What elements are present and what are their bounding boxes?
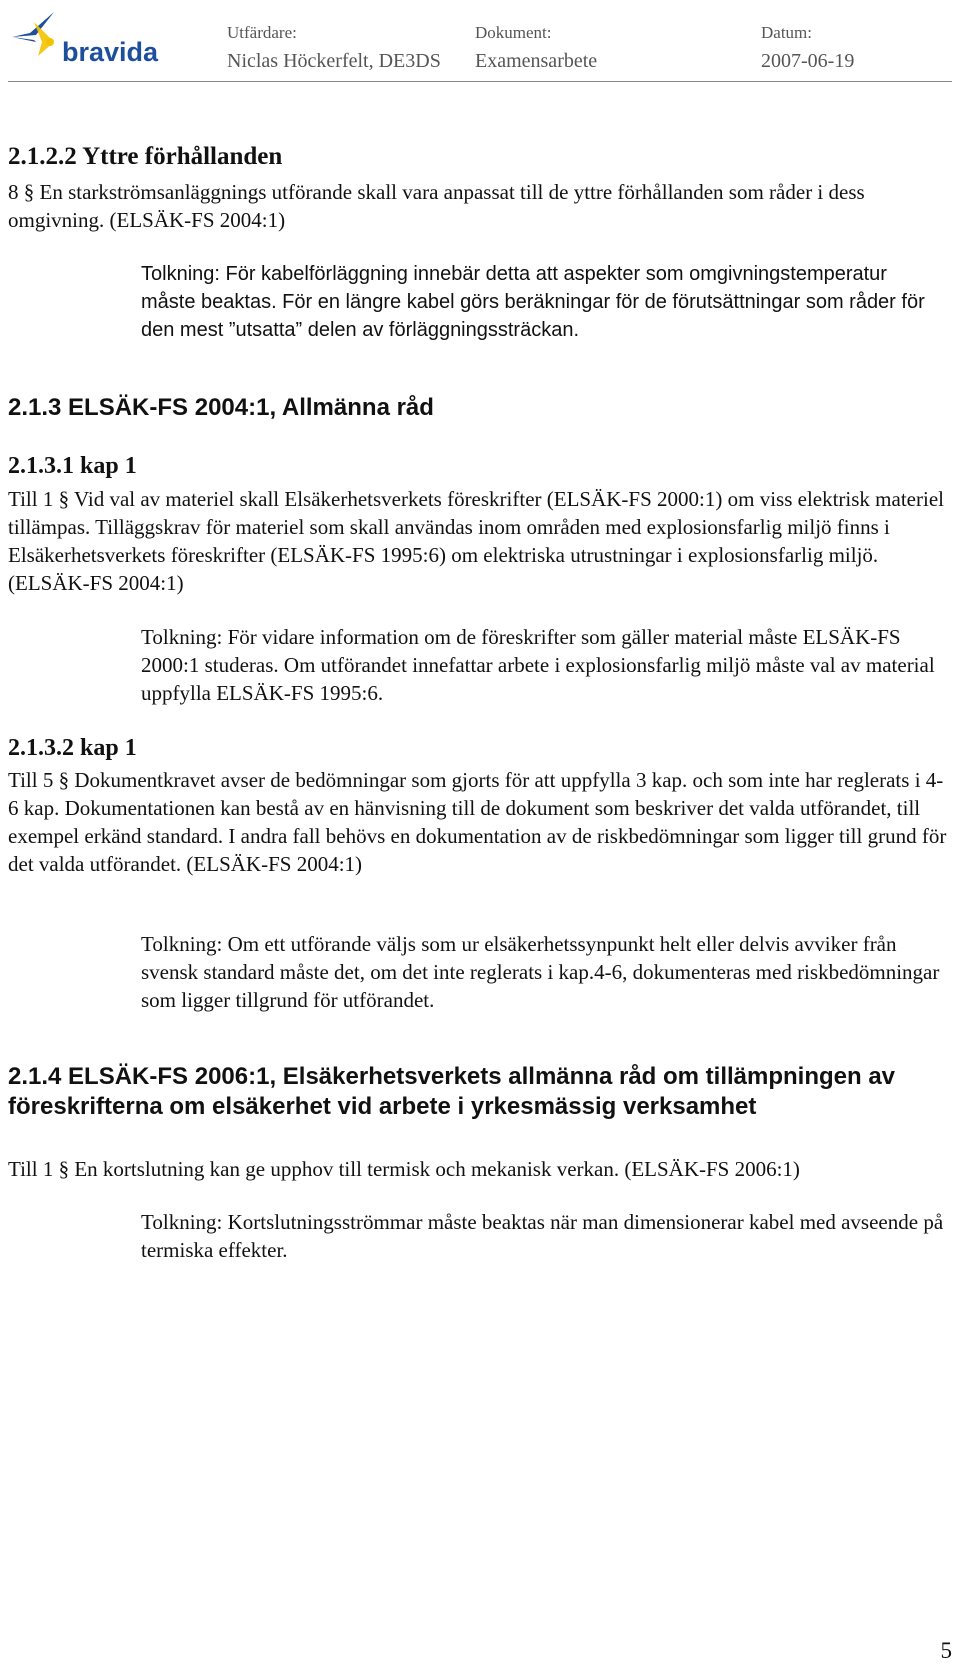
paragraph-2-1-3-1: Till 1 § Vid val av materiel skall Elsäkerhetsverkets föreskrifter (ELSÄK-FS 2000:1) om viss elektrisk materiel tillämpas. Tilläggskrav för materiel som skall användas inom områden med explosionsfarlig miljö finns i Elsäkerhetsverkets föreskrifter (ELSÄK-FS 1995:6) om elektriska utrustningar i explosionsfarlig miljö. (ELSÄK-FS 2004:1): [8, 487, 944, 595]
section-heading-2-1-3-1: 2.1.3.1 kap 1: [8, 453, 137, 479]
svg-text:bravida: bravida: [62, 37, 159, 66]
issuer-field: [227, 22, 441, 74]
date-value: 2007-06-19: [761, 50, 855, 72]
section-heading-2-1-3-2: 2.1.3.2 kap 1: [8, 735, 137, 761]
issuer-label: Utfärdare:: [227, 23, 297, 42]
paragraph-2-1-3-2: Till 5 § Dokumentkravet avser de bedömningar som gjorts för att uppfylla 3 kap. och som inte har reglerats i 4-6 kap. Dokumentationen kan bestå av en hänvisning till de dokument som beskriver det valda utförandet, till exempel erkänd standard. I andra fall behövs en dokumentation av de riskbedömningar som ligger till grund för det valda utförandet. (ELSÄK-FS 2004:1): [8, 768, 947, 876]
section-heading-2-1-2-2: 2.1.2.2 Yttre förhållanden: [8, 143, 283, 170]
interpretation-2-1-4: Tolkning: Kortslutningsströmmar måste beaktas när man dimensionerar kabel med avseende på termiska effekter.: [141, 1210, 944, 1262]
document-value: Examensarbete: [475, 50, 598, 72]
section-heading-2-1-4: 2.1.4 ELSÄK-FS 2006:1, Elsäkerhetsverkets allmänna råd om tillämpningen av föreskrifterna om elsäkerhet vid arbete i yrkesmässig verksamhet: [8, 1063, 896, 1120]
page-number: 5: [940, 1638, 952, 1663]
interpretation-2-1-2-2: Tolkning: För kabelförläggning innebär detta att aspekter som omgivningstemperatur måste beaktas. För en längre kabel görs beräkningar för de förutsättningar som råder för den mest ”utsatta” delen av förläggningssträckan.: [141, 263, 925, 341]
date-field: [761, 22, 854, 74]
date-label: Datum:: [761, 23, 812, 42]
interpretation-2-1-3-2: Tolkning: Om ett utförande väljs som ur elsäkerhetssynpunkt helt eller delvis avviker från svensk standard måste det, om det inte reglerats i kap.4-6, dokumenteras med riskbedömningar som ligger tillgrund för utförandet.: [141, 932, 940, 1012]
document-field: [475, 22, 597, 74]
bravida-logo: [10, 4, 160, 66]
document-label: Dokument:: [475, 23, 552, 42]
section-heading-2-1-3: 2.1.3 ELSÄK-FS 2004:1, Allmänna råd: [8, 394, 434, 421]
paragraph-2-1-2-2: 8 § En starkströmsanläggnings utförande skall vara anpassat till de yttre förhållanden som råder i dess omgivning. (ELSÄK-FS 2004:1): [8, 180, 865, 232]
issuer-value: Niclas Höckerfelt, DE3DS: [227, 50, 441, 72]
interpretation-2-1-3-1: Tolkning: För vidare information om de föreskrifter som gäller material måste ELSÄK-FS 2000:1 studeras. Om utförandet innefattar arbete i explosionsfarlig miljö måste val av material uppfylla ELSÄK-FS 1995:6.: [141, 625, 935, 705]
header-divider: [8, 81, 952, 82]
paragraph-2-1-4: Till 1 § En kortslutning kan ge upphov till termisk och mekanisk verkan. (ELSÄK-FS 2006:1): [8, 1157, 800, 1181]
